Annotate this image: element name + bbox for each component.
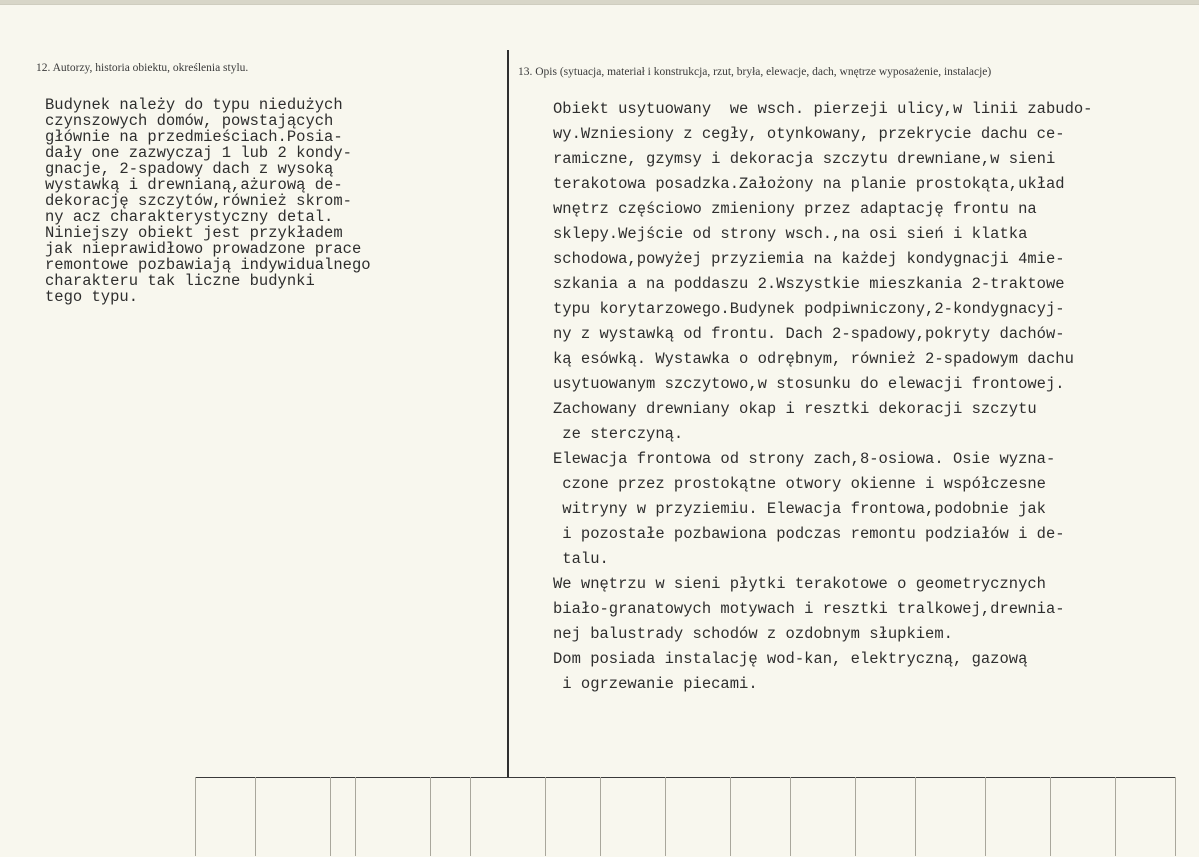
text-line: czone przez prostokątne otwory okienne i współczesne: [553, 475, 1046, 493]
grid-line: [195, 777, 196, 856]
text-line: i ogrzewanie piecami.: [553, 675, 758, 693]
grid-line: [545, 777, 546, 856]
bottom-rule: [195, 777, 1175, 778]
text-line: ny z wystawką od frontu. Dach 2-spadowy,pokryty dachów-: [553, 325, 1065, 343]
grid-line: [1050, 777, 1051, 856]
text-line: szkania a na poddaszu 2.Wszystkie mieszkania 2-traktowe: [553, 275, 1065, 293]
text-line: czynszowych domów, powstających: [45, 112, 334, 130]
text-line: Dom posiada instalację wod-kan, elektryczną, gazową: [553, 650, 1028, 668]
grid-line: [470, 777, 471, 856]
section-13-heading: 13. Opis (sytuacja, materiał i konstrukcja, rzut, bryła, elewacje, dach, wnętrze wyposażenie, instalacje): [518, 66, 992, 78]
text-line: Budynek należy do typu niedużych: [45, 96, 343, 114]
text-line: gnacje, 2-spadowy dach z wysoką: [45, 160, 334, 178]
text-line: głównie na przedmieściach.Posia-: [45, 128, 343, 146]
text-line: charakteru tak liczne budynki: [45, 272, 315, 290]
section-12-text: [45, 97, 371, 305]
text-line: terakotowa posadzka.Założony na planie prostokąta,układ: [553, 175, 1065, 193]
text-line: We wnętrzu w sieni płytki terakotowe o geometrycznych: [553, 575, 1046, 593]
text-line: typu korytarzowego.Budynek podpiwniczony,2-kondygnacyj-: [553, 300, 1065, 318]
section-13-text: [553, 97, 1093, 697]
grid-line: [790, 777, 791, 856]
section-12-heading: 12. Autorzy, historia obiektu, określenia stylu.: [36, 62, 249, 74]
text-line: ką esówką. Wystawka o odrębnym, również 2-spadowym dachu: [553, 350, 1074, 368]
text-line: biało-granatowych motywach i resztki tralkowej,drewnia-: [553, 600, 1065, 618]
grid-line: [985, 777, 986, 856]
text-line: remontowe pozbawiają indywidualnego: [45, 256, 371, 274]
text-line: ny acz charakterystyczny detal.: [45, 208, 334, 226]
text-line: Elewacja frontowa od strony zach,8-osiowa. Osie wyzna-: [553, 450, 1056, 468]
text-line: witryny w przyziemiu. Elewacja frontowa,podobnie jak: [553, 500, 1046, 518]
text-line: Niniejszy obiekt jest przykładem: [45, 224, 343, 242]
grid-line: [1175, 777, 1176, 856]
text-line: tego typu.: [45, 288, 139, 306]
text-line: nej balustrady schodów z ozdobnym słupkiem.: [553, 625, 953, 643]
grid-line: [1115, 777, 1116, 856]
text-line: jak nieprawidłowo prowadzone prace: [45, 240, 362, 258]
text-line: Zachowany drewniany okap i resztki dekoracji szczytu: [553, 400, 1037, 418]
text-line: dekorację szczytów,również skrom-: [45, 192, 352, 210]
grid-line: [600, 777, 601, 856]
text-line: wystawką i drewnianą,ażurową de-: [45, 176, 343, 194]
grid-line: [915, 777, 916, 856]
text-line: ze sterczyną.: [553, 425, 684, 443]
grid-line: [255, 777, 256, 856]
text-line: i pozostałe pozbawiona podczas remontu podziałów i de-: [553, 525, 1065, 543]
grid-line: [665, 777, 666, 856]
grid-line: [430, 777, 431, 856]
text-line: wy.Wzniesiony z cegły, otynkowany, przekrycie dachu ce-: [553, 125, 1065, 143]
grid-line: [330, 777, 331, 856]
text-line: sklepy.Wejście od strony wsch.,na osi sień i klatka: [553, 225, 1028, 243]
text-line: dały one zazwyczaj 1 lub 2 kondy-: [45, 144, 352, 162]
grid-line: [730, 777, 731, 856]
text-line: ramiczne, gzymsy i dekoracja szczytu drewniane,w sieni: [553, 150, 1056, 168]
grid-line: [855, 777, 856, 856]
column-divider: [507, 50, 509, 777]
text-line: wnętrz częściowo zmieniony przez adaptację frontu na: [553, 200, 1037, 218]
text-line: Obiekt usytuowany we wsch. pierzeji ulicy,w linii zabudo-: [553, 100, 1093, 118]
grid-line: [355, 777, 356, 856]
text-line: usytuowanym szczytowo,w stosunku do elewacji frontowej.: [553, 375, 1065, 393]
text-line: talu.: [553, 550, 609, 568]
text-line: schodowa,powyżej przyziemia na każdej kondygnacji 4mie-: [553, 250, 1065, 268]
